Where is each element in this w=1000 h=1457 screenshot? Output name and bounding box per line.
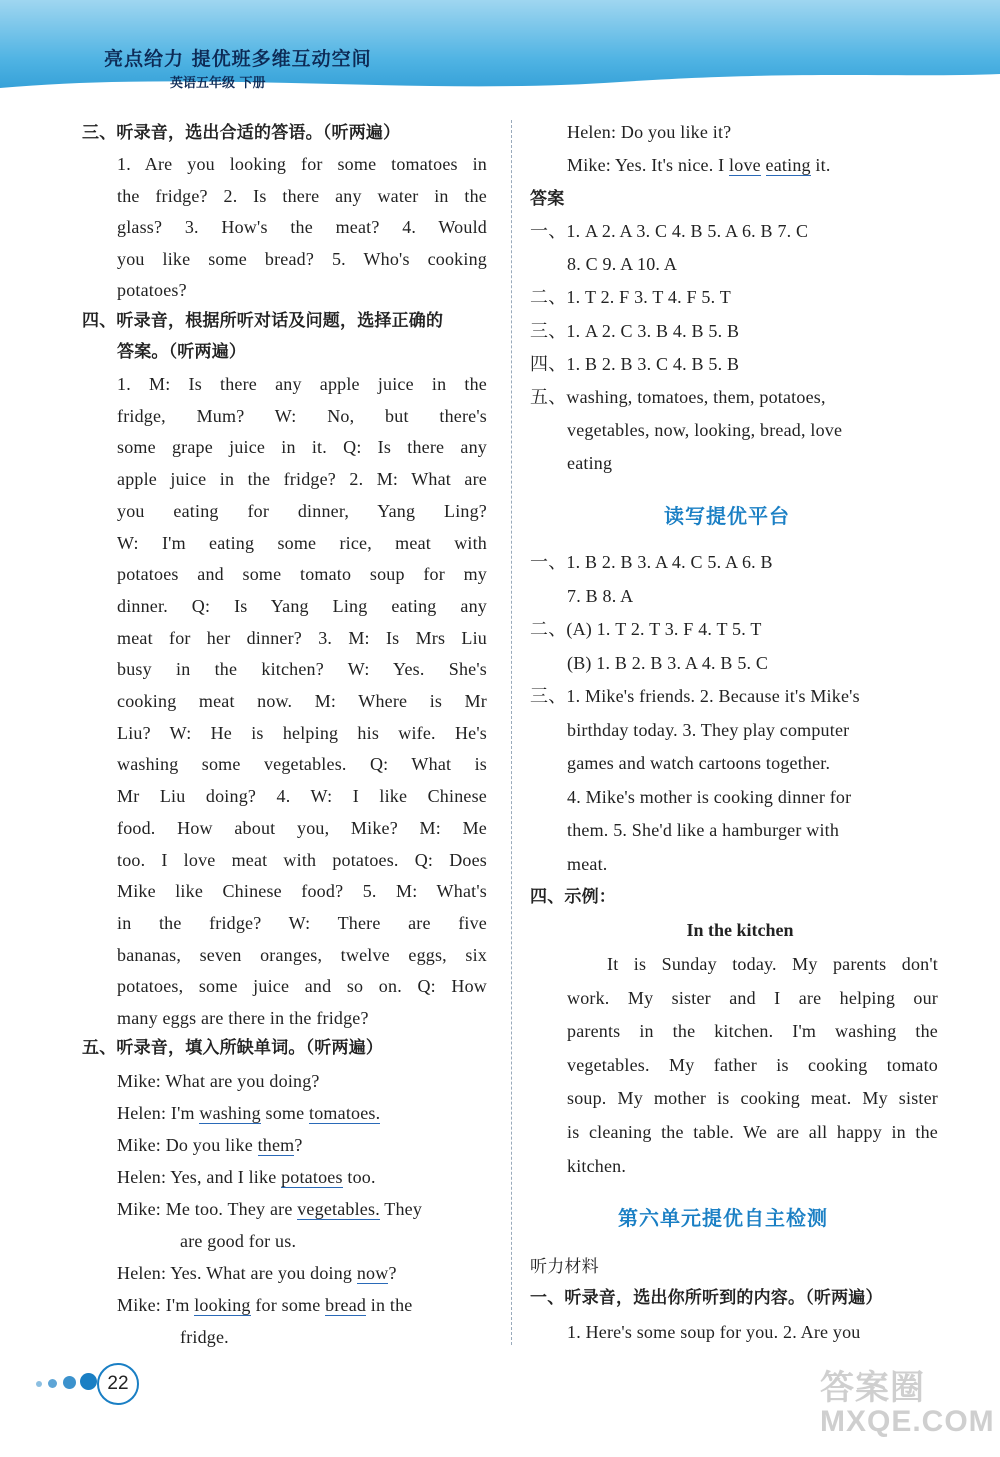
dialog-line: Helen: Yes, and I like potatoes too. [117,1167,376,1187]
dialog-line: Mike: What are you doing? [117,1071,320,1091]
rw-answer-line: 三、1. Mike's friends. 2. Because it's Mike's [530,686,860,706]
answer-line: 8. C 9. A 10. A [567,254,678,275]
page-number: 22 [97,1363,139,1405]
section-4-line: you eating for dinner, Yang Ling? [117,500,487,521]
decorative-dot [48,1379,57,1388]
essay-line: kitchen. [567,1155,627,1176]
fill-blank: potatoes [281,1167,343,1187]
section-4-line: many eggs are there in the fridge? [117,1008,369,1028]
rw-answer-line: 二、(A) 1. T 2. T 3. F 4. T 5. T [530,619,762,639]
section-4-line: Liu? W: He is helping his wife. He's [117,722,487,743]
section-4-line: fridge, Mum? W: No, but there's [117,405,487,426]
section-4-line: apple juice in the fridge? 2. M: What are [117,469,487,490]
fill-blank: eating [765,155,811,175]
section-title-reading-writing: 读写提优平台 [664,504,790,528]
section-3-line: glass? 3. How's the meat? 4. Would [117,217,487,237]
dialog-line: Mike: Me too. They are vegetables. They [117,1199,423,1219]
fill-blank: washing [199,1103,261,1123]
section-4-line: some grape juice in it. Q: Is there any [117,437,487,458]
fill-blank: love [729,155,761,175]
section-4-line: Mike like Chinese food? 5. M: What's [117,881,487,902]
rw-answer-line: birthday today. 3. They play computer [567,719,850,740]
column-divider [511,120,512,1345]
decorative-dot [36,1381,42,1387]
decorative-dot [80,1373,97,1390]
section-4-line: Mr Liu doing? 4. W: I like Chinese [117,786,487,807]
section-4-heading-cont: 答案。（听两遍） [117,342,247,362]
section-3-line: the fridge? 2. Is there any water in the [117,185,487,206]
dialog-line: Mike: Yes. It's nice. I love eating it. [567,155,831,175]
dialog-line: Helen: Do you like it? [567,122,732,142]
answer-line: 五、washing, tomatoes, them, potatoes, [530,387,826,407]
decorative-dot [63,1376,76,1389]
section-4-line: potatoes, some juice and so on. Q: How [117,976,487,997]
section-4-line: W: I'm eating some rice, meat with [117,532,487,553]
listening-material-label: 听力材料 [530,1257,599,1277]
section-3-line: 1. Are you looking for some tomatoes in [117,154,487,174]
section-4-line: 1. M: Is there any apple juice in the [117,374,487,394]
page-header-banner [0,0,1000,100]
section-3-heading: 三、听录音，选出合适的答语。（听两遍） [82,123,401,143]
dialog-line: Helen: Yes. What are you doing now? [117,1263,397,1283]
rw-answer-line: 4. Mike's mother is cooking dinner for [567,786,852,807]
rw-answer-line: meat. [567,853,608,874]
section-4-line: potatoes and some tomato soup for my [117,564,487,585]
section-4-line: in the fridge? W: There are five [117,912,487,933]
section-4-line: meat for her dinner? 3. M: Is Mrs Liu [117,627,487,648]
dialog-line: Mike: I'm looking for some bread in the [117,1295,413,1315]
header-subtitle: 英语五年级 下册 [170,76,266,91]
answers-label: 答案 [530,189,565,209]
essay-line: parents in the kitchen. I'm washing the [567,1021,938,1042]
question-1-heading: 一、听录音，选出你所听到的内容。（听两遍） [530,1288,883,1308]
essay-line: work. My sister and I are helping our [567,987,938,1008]
answer-line: 一、1. A 2. A 3. C 4. B 5. A 6. B 7. C [530,221,809,241]
answer-line: eating [567,453,613,474]
answer-line: 四、1. B 2. B 3. C 4. B 5. B [530,353,740,374]
essay-line: is cleaning the table. We are all happy in the [567,1122,938,1142]
section-3-line: you like some bread? 5. Who's cooking [117,248,487,269]
question-1-text: 1. Here's some soup for you. 2. Are you [567,1322,861,1342]
example-label: 四、示例： [530,887,616,907]
section-4-heading: 四、听录音，根据所听对话及问题，选择正确的 [82,311,444,331]
fill-blank: bread [325,1295,367,1315]
dialog-line: Mike: Do you like them? [117,1135,303,1155]
answer-line: vegetables, now, looking, bread, love [567,420,843,441]
section-4-line: bananas, seven oranges, twelve eggs, six [117,944,487,965]
dialog-line: fridge. [180,1327,229,1347]
section-3-line: potatoes? [117,280,187,300]
fill-blank: vegetables. [297,1199,380,1219]
rw-answer-line: games and watch cartoons together. [567,753,831,773]
dialog-line: are good for us. [180,1231,297,1251]
section-4-line: washing some vegetables. Q: What is [117,754,487,775]
watermark: 答案圈 MXQE.COM [820,1369,995,1438]
rw-answer-line: (B) 1. B 2. B 3. A 4. B 5. C [567,652,769,673]
fill-blank: now [356,1263,389,1283]
essay-line: soup. My mother is cooking meat. My sister [567,1088,938,1109]
section-title-unit6-test: 第六单元提优自主检测 [618,1206,828,1230]
section-4-line: food. How about you, Mike? M: Me [117,817,487,838]
essay-title: In the kitchen [686,920,794,940]
essay-line: vegetables. My father is cooking tomato [567,1054,938,1075]
fill-blank: tomatoes. [309,1103,381,1123]
section-5-heading: 五、听录音，填入所缺单词。（听两遍） [82,1038,384,1058]
section-4-line: cooking meat now. M: Where is Mr [117,691,487,711]
essay-line: It is Sunday today. My parents don't [607,954,938,974]
header-title: 亮点给力 提优班多维互动空间 [104,48,372,70]
rw-answer-line: 7. B 8. A [567,585,634,606]
rw-answer-line: 一、1. B 2. B 3. A 4. C 5. A 6. B [530,552,773,572]
fill-blank: looking [194,1295,251,1315]
section-4-line: too. I love meat with potatoes. Q: Does [117,849,487,870]
rw-answer-line: them. 5. She'd like a hamburger with [567,820,840,840]
fill-blank: them [257,1135,295,1155]
dialog-line: Helen: I'm washing some tomatoes. [117,1103,381,1123]
section-4-line: busy in the kitchen? W: Yes. She's [117,659,487,680]
section-4-line: dinner. Q: Is Yang Ling eating any [117,595,487,616]
answer-line: 二、1. T 2. F 3. T 4. F 5. T [530,287,731,308]
answer-line: 三、1. A 2. C 3. B 4. B 5. B [530,320,740,341]
